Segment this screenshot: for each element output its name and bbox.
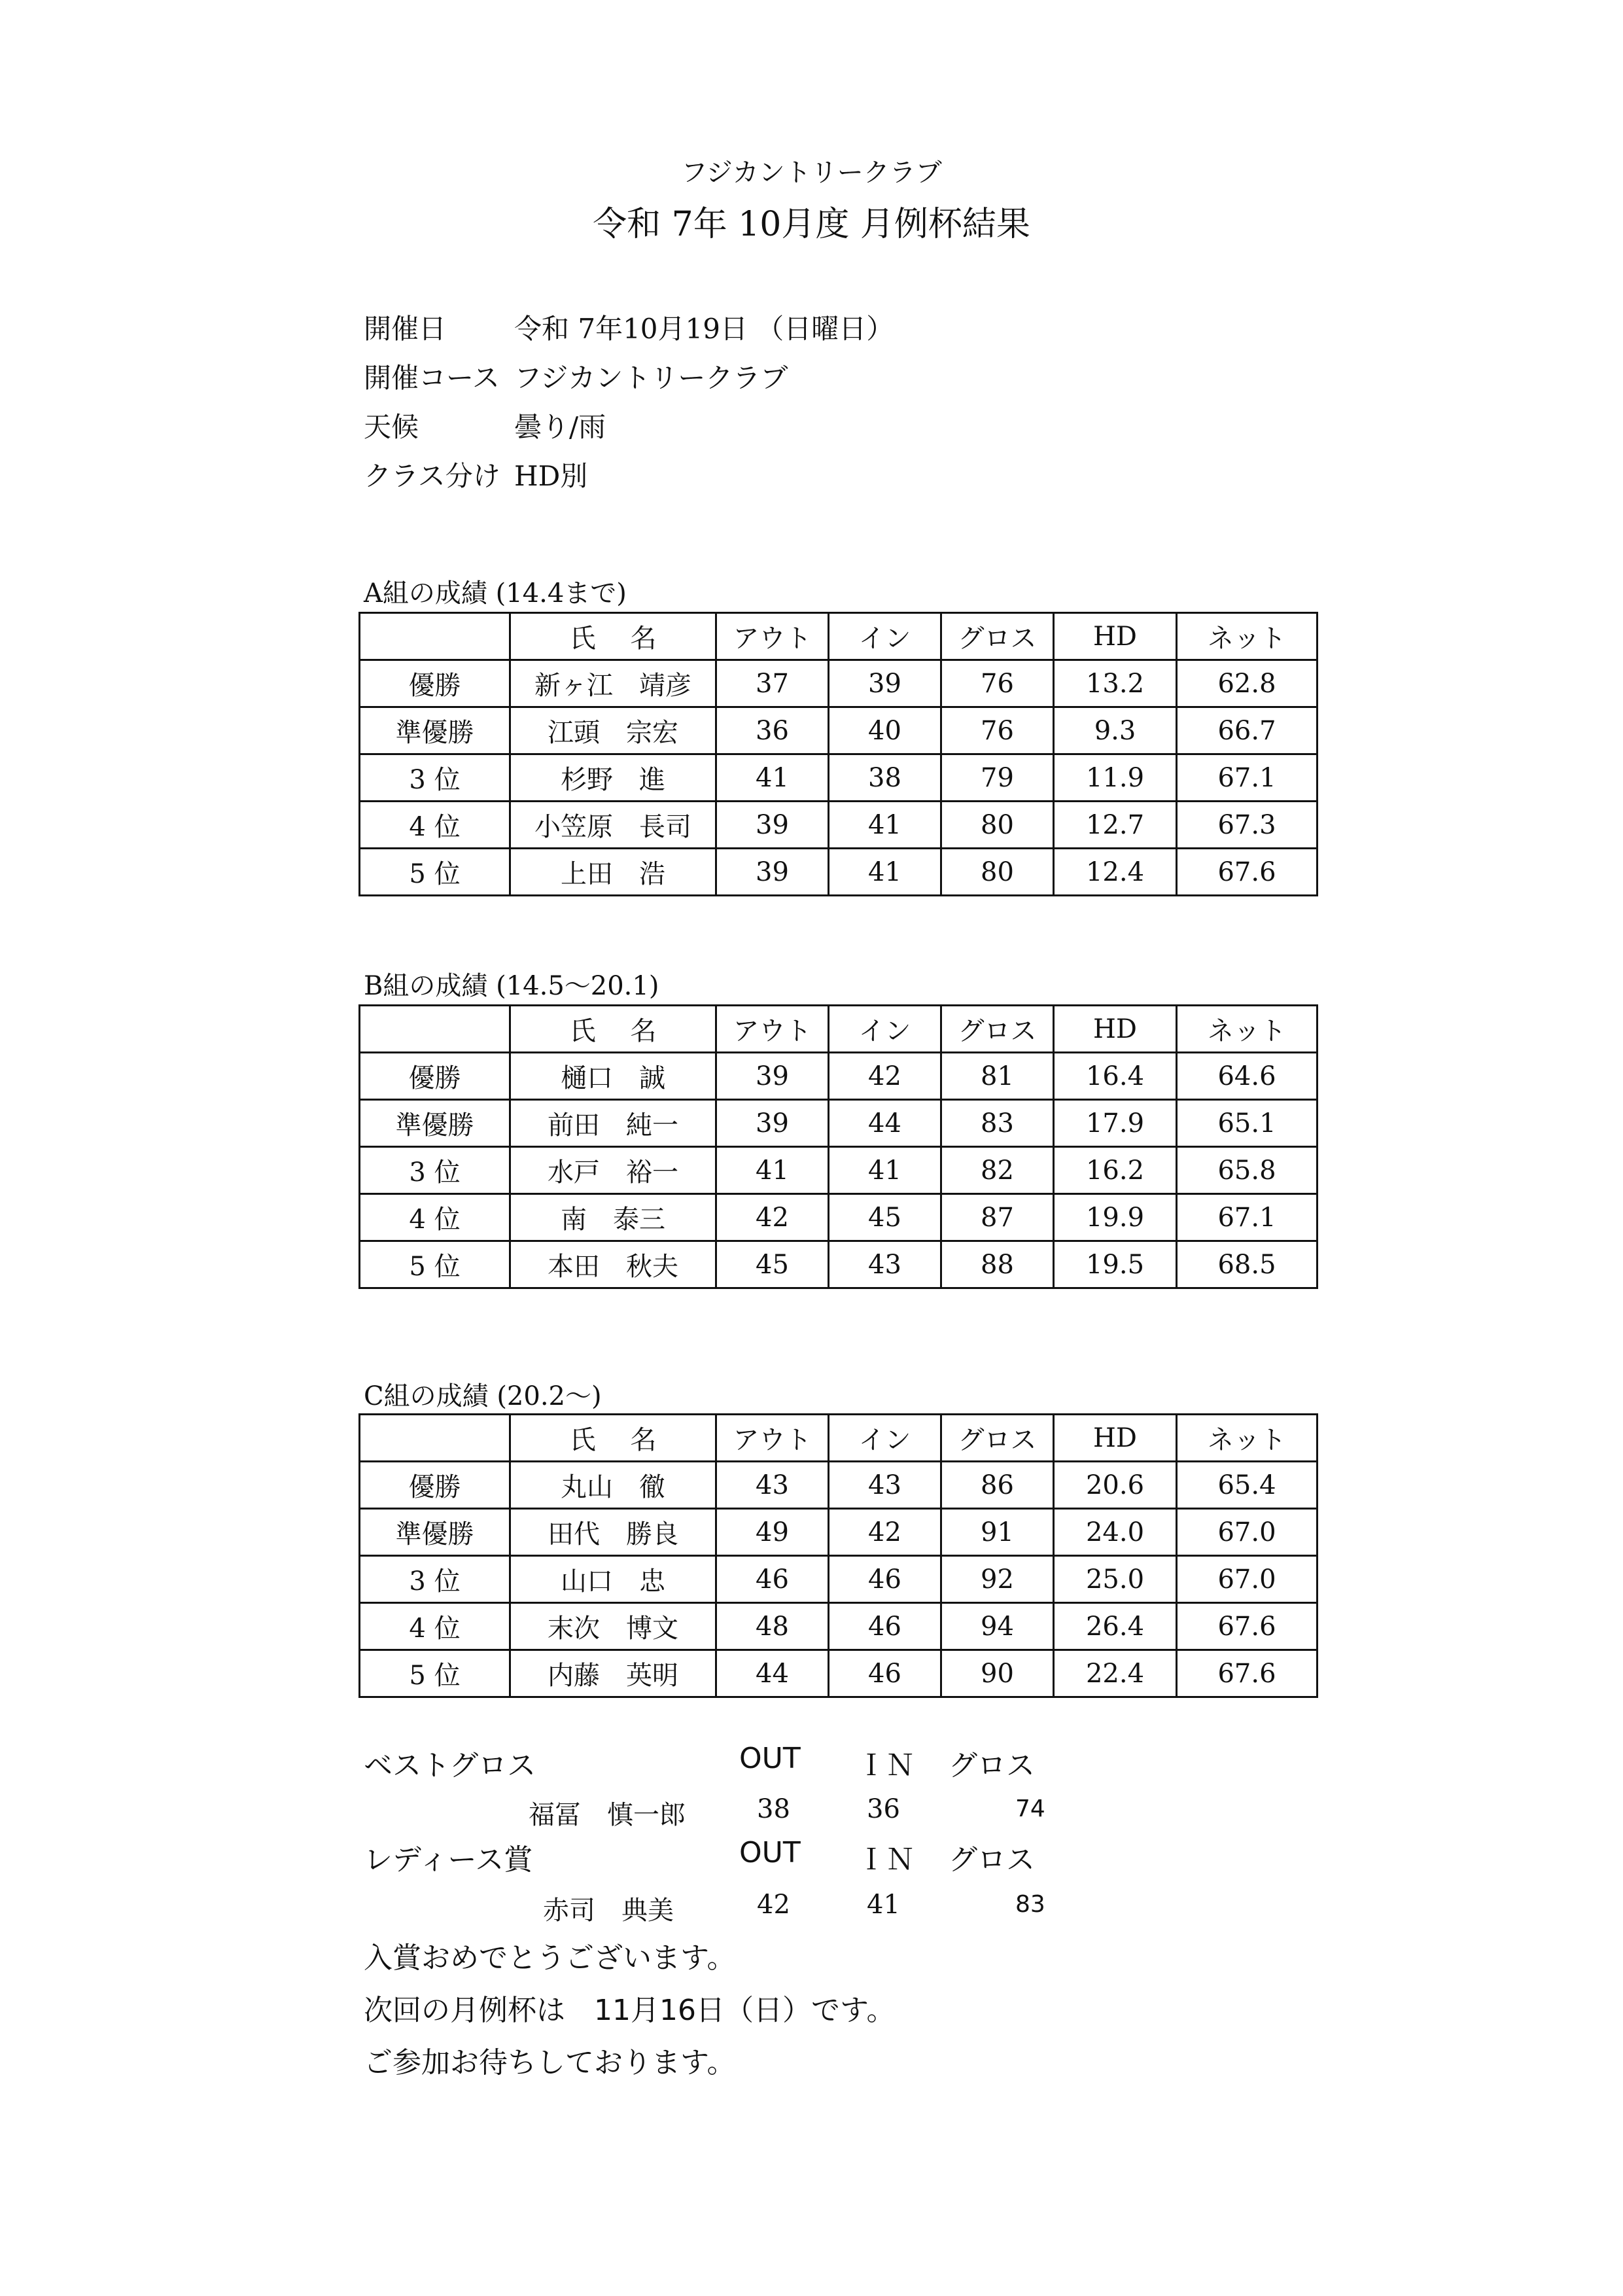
cell-out: 42 xyxy=(716,1194,829,1241)
cell-hd: 19.9 xyxy=(1054,1194,1177,1241)
cell-rank: 3 位 xyxy=(360,1556,510,1603)
cell-hd: 12.7 xyxy=(1054,802,1177,849)
cell-in: 45 xyxy=(829,1194,941,1241)
group-a-table xyxy=(358,612,1318,896)
cell-in: 41 xyxy=(829,802,941,849)
column-header-gross: グロス xyxy=(941,613,1054,660)
column-header-in: イン xyxy=(829,613,941,660)
cell-net: 66.7 xyxy=(1177,707,1318,754)
cell-net: 65.1 xyxy=(1177,1100,1318,1147)
column-header-net: ネット xyxy=(1177,1415,1318,1462)
cell-net: 67.6 xyxy=(1177,849,1318,896)
congrats-text: 入賞おめでとうございます。 xyxy=(364,1941,736,1975)
cell-net: 67.0 xyxy=(1177,1556,1318,1603)
cell-rank: 5 位 xyxy=(360,1241,510,1288)
cell-name: 内藤 英明 xyxy=(510,1650,716,1697)
group-c-caption: C組の成績 (20.2～) xyxy=(364,1381,602,1411)
cell-rank: 3 位 xyxy=(360,754,510,802)
cell-out: 41 xyxy=(716,754,829,802)
club-name: フジカントリークラブ xyxy=(681,158,942,188)
info-label: 天候 xyxy=(364,411,419,443)
next-event-text: 次回の月例杯は 11月16日（日）です。 xyxy=(364,1994,896,2027)
best-gross-gross: 74 xyxy=(1015,1795,1045,1822)
cell-in: 44 xyxy=(829,1100,941,1147)
info-weather xyxy=(364,406,606,451)
cell-net: 67.3 xyxy=(1177,802,1318,849)
cell-hd: 17.9 xyxy=(1054,1100,1177,1147)
cell-net: 67.6 xyxy=(1177,1603,1318,1650)
cell-gross: 80 xyxy=(941,802,1054,849)
table-row xyxy=(360,1100,1318,1147)
cell-in: 46 xyxy=(829,1603,941,1650)
cell-name: 小笠原 長司 xyxy=(510,802,716,849)
cell-net: 67.6 xyxy=(1177,1650,1318,1697)
cell-name: 新ヶ江 靖彦 xyxy=(510,660,716,707)
group-a-caption: A組の成績 (14.4まで) xyxy=(364,578,627,609)
cell-rank: 4 位 xyxy=(360,1603,510,1650)
ladies-in: 41 xyxy=(867,1890,900,1920)
cell-name: 前田 純一 xyxy=(510,1100,716,1147)
table-row xyxy=(360,1147,1318,1194)
cell-gross: 83 xyxy=(941,1100,1054,1147)
column-header-rank xyxy=(360,1006,510,1053)
cell-net: 67.1 xyxy=(1177,754,1318,802)
cell-net: 64.6 xyxy=(1177,1053,1318,1100)
cell-gross: 81 xyxy=(941,1053,1054,1100)
cell-out: 37 xyxy=(716,660,829,707)
cell-rank: 4 位 xyxy=(360,802,510,849)
column-header-out: アウト xyxy=(716,1006,829,1053)
header-row xyxy=(360,1415,1318,1462)
cell-hd: 16.4 xyxy=(1054,1053,1177,1100)
column-header-hd: HD xyxy=(1054,613,1177,660)
cell-name: 上田 浩 xyxy=(510,849,716,896)
info-class xyxy=(364,455,587,501)
header-row xyxy=(360,1006,1318,1053)
cell-gross: 86 xyxy=(941,1462,1054,1509)
column-header-out: アウト xyxy=(716,1415,829,1462)
cell-gross: 76 xyxy=(941,707,1054,754)
cell-out: 46 xyxy=(716,1556,829,1603)
cell-out: 49 xyxy=(716,1509,829,1556)
table-row xyxy=(360,1194,1318,1241)
cell-out: 44 xyxy=(716,1650,829,1697)
cell-hd: 24.0 xyxy=(1054,1509,1177,1556)
cell-gross: 91 xyxy=(941,1509,1054,1556)
cell-hd: 12.4 xyxy=(1054,849,1177,896)
cell-rank: 5 位 xyxy=(360,1650,510,1697)
column-header-hd: HD xyxy=(1054,1006,1177,1053)
ladies-name: 赤司 典美 xyxy=(543,1896,674,1926)
group-b-caption: B組の成績 (14.5～20.1) xyxy=(364,971,659,1001)
ladies-award-title: レディース賞 xyxy=(364,1843,533,1877)
cell-rank: 優勝 xyxy=(360,660,510,707)
info-value: 曇り/雨 xyxy=(514,411,606,443)
cell-out: 41 xyxy=(716,1147,829,1194)
column-header-name: 氏 名 xyxy=(510,1006,716,1053)
cell-out: 39 xyxy=(716,1100,829,1147)
table-row xyxy=(360,1462,1318,1509)
cell-in: 46 xyxy=(829,1650,941,1697)
cell-rank: 準優勝 xyxy=(360,1100,510,1147)
column-header-out: アウト xyxy=(716,613,829,660)
cell-in: 38 xyxy=(829,754,941,802)
table-row xyxy=(360,1053,1318,1100)
cell-out: 39 xyxy=(716,849,829,896)
cell-gross: 79 xyxy=(941,754,1054,802)
cell-net: 65.8 xyxy=(1177,1147,1318,1194)
table-row xyxy=(360,707,1318,754)
table-row xyxy=(360,1509,1318,1556)
ladies-out: 42 xyxy=(757,1890,790,1920)
cell-out: 39 xyxy=(716,1053,829,1100)
cell-net: 68.5 xyxy=(1177,1241,1318,1288)
cell-out: 45 xyxy=(716,1241,829,1288)
cell-gross: 80 xyxy=(941,849,1054,896)
table-row xyxy=(360,1603,1318,1650)
best-gross-name: 福冨 慎一郎 xyxy=(529,1800,686,1830)
group-b-table xyxy=(358,1004,1318,1289)
header-row xyxy=(360,613,1318,660)
cell-hd: 19.5 xyxy=(1054,1241,1177,1288)
column-header-gross: グロス xyxy=(941,1415,1054,1462)
cell-name: 樋口 誠 xyxy=(510,1053,716,1100)
cell-in: 46 xyxy=(829,1556,941,1603)
table-row xyxy=(360,1650,1318,1697)
closing-text: ご参加お待ちしております。 xyxy=(364,2046,736,2079)
column-header-net: ネット xyxy=(1177,1006,1318,1053)
column-header-name: 氏 名 xyxy=(510,613,716,660)
table-row xyxy=(360,660,1318,707)
cell-rank: 優勝 xyxy=(360,1462,510,1509)
cell-hd: 16.2 xyxy=(1054,1147,1177,1194)
cell-name: 水戸 裕一 xyxy=(510,1147,716,1194)
best-gross-in: 36 xyxy=(867,1794,900,1824)
cell-rank: 3 位 xyxy=(360,1147,510,1194)
cell-gross: 82 xyxy=(941,1147,1054,1194)
best-gross-gross-header: グロス xyxy=(949,1749,1035,1782)
info-value: フジカントリークラブ xyxy=(514,362,788,394)
cell-out: 39 xyxy=(716,802,829,849)
cell-rank: 準優勝 xyxy=(360,707,510,754)
table-row xyxy=(360,849,1318,896)
ladies-gross: 83 xyxy=(1015,1891,1045,1918)
cell-out: 36 xyxy=(716,707,829,754)
cell-rank: 5 位 xyxy=(360,849,510,896)
cell-hd: 11.9 xyxy=(1054,754,1177,802)
best-gross-title: ベストグロス xyxy=(364,1749,536,1782)
info-label: クラス分け xyxy=(364,460,500,492)
cell-name: 末次 博文 xyxy=(510,1603,716,1650)
info-value: 令和 7年10月19日 （日曜日） xyxy=(514,313,894,345)
best-gross-out: 38 xyxy=(757,1794,790,1824)
cell-name: 山口 忠 xyxy=(510,1556,716,1603)
cell-in: 43 xyxy=(829,1241,941,1288)
info-label: 開催コース xyxy=(364,362,500,394)
column-header-gross: グロス xyxy=(941,1006,1054,1053)
cell-hd: 9.3 xyxy=(1054,707,1177,754)
column-header-rank xyxy=(360,1415,510,1462)
column-header-hd: HD xyxy=(1054,1415,1177,1462)
info-date xyxy=(364,308,894,353)
cell-net: 65.4 xyxy=(1177,1462,1318,1509)
info-value: HD別 xyxy=(514,460,588,492)
cell-gross: 88 xyxy=(941,1241,1054,1288)
column-header-net: ネット xyxy=(1177,613,1318,660)
info-label: 開催日 xyxy=(364,313,447,345)
best-gross-in-header: ＩＮ xyxy=(857,1749,915,1782)
cell-name: 江頭 宗宏 xyxy=(510,707,716,754)
cell-name: 南 泰三 xyxy=(510,1194,716,1241)
cell-hd: 25.0 xyxy=(1054,1556,1177,1603)
cell-net: 62.8 xyxy=(1177,660,1318,707)
ladies-gross-header: グロス xyxy=(949,1843,1035,1877)
cell-name: 丸山 徹 xyxy=(510,1462,716,1509)
cell-gross: 94 xyxy=(941,1603,1054,1650)
best-gross-out-header: OUT xyxy=(739,1742,801,1775)
column-header-rank xyxy=(360,613,510,660)
cell-in: 42 xyxy=(829,1053,941,1100)
cell-hd: 26.4 xyxy=(1054,1603,1177,1650)
cell-rank: 準優勝 xyxy=(360,1509,510,1556)
column-header-in: イン xyxy=(829,1415,941,1462)
cell-in: 43 xyxy=(829,1462,941,1509)
cell-net: 67.1 xyxy=(1177,1194,1318,1241)
cell-in: 42 xyxy=(829,1509,941,1556)
cell-gross: 90 xyxy=(941,1650,1054,1697)
table-row xyxy=(360,1241,1318,1288)
table-row xyxy=(360,1556,1318,1603)
cell-in: 41 xyxy=(829,849,941,896)
cell-hd: 13.2 xyxy=(1054,660,1177,707)
cell-rank: 優勝 xyxy=(360,1053,510,1100)
cell-in: 41 xyxy=(829,1147,941,1194)
cell-out: 43 xyxy=(716,1462,829,1509)
table-row xyxy=(360,754,1318,802)
group-c-table xyxy=(358,1413,1318,1698)
cell-in: 40 xyxy=(829,707,941,754)
column-header-name: 氏 名 xyxy=(510,1415,716,1462)
cell-out: 48 xyxy=(716,1603,829,1650)
cell-gross: 92 xyxy=(941,1556,1054,1603)
cell-gross: 76 xyxy=(941,660,1054,707)
cell-hd: 20.6 xyxy=(1054,1462,1177,1509)
cell-net: 67.0 xyxy=(1177,1509,1318,1556)
page-title: 令和 7年 10月度 月例杯結果 xyxy=(593,205,1030,244)
column-header-in: イン xyxy=(829,1006,941,1053)
ladies-in-header: ＩＮ xyxy=(857,1843,915,1877)
cell-rank: 4 位 xyxy=(360,1194,510,1241)
ladies-out-header: OUT xyxy=(739,1836,801,1869)
cell-in: 39 xyxy=(829,660,941,707)
table-row xyxy=(360,802,1318,849)
cell-name: 本田 秋夫 xyxy=(510,1241,716,1288)
cell-name: 杉野 進 xyxy=(510,754,716,802)
cell-gross: 87 xyxy=(941,1194,1054,1241)
cell-name: 田代 勝良 xyxy=(510,1509,716,1556)
info-course xyxy=(364,357,788,402)
cell-hd: 22.4 xyxy=(1054,1650,1177,1697)
